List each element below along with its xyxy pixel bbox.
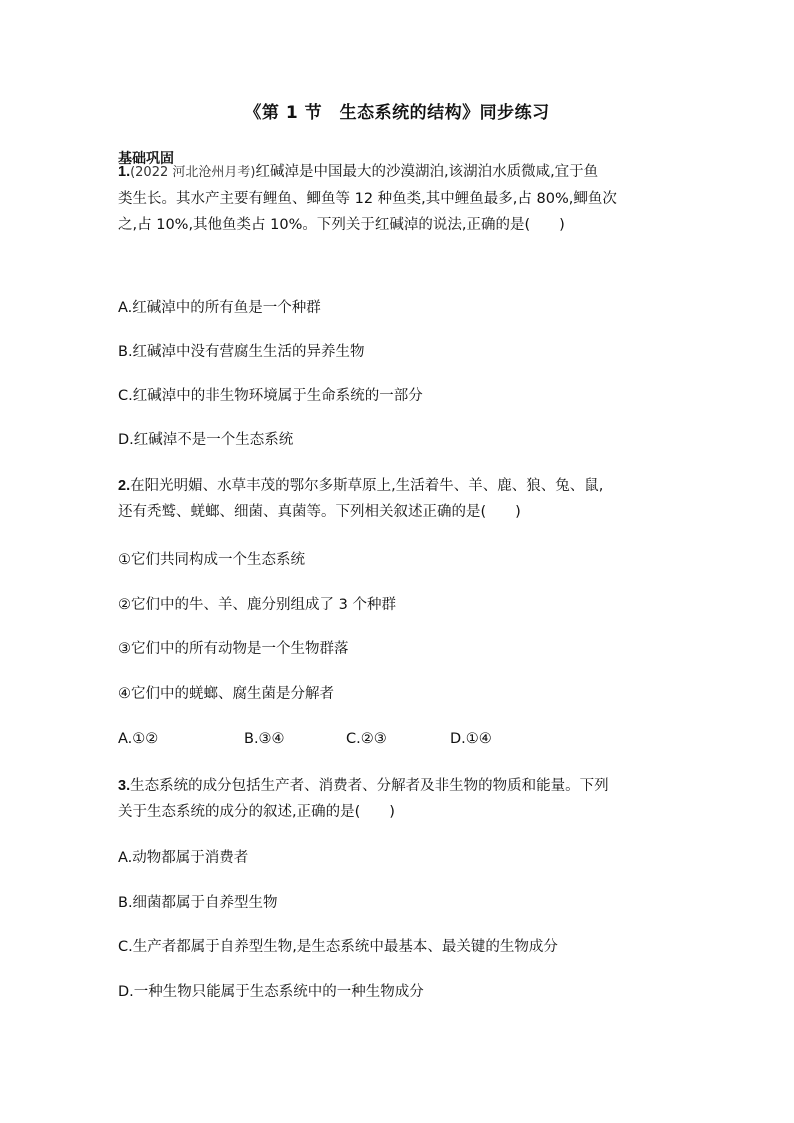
q2-option-d: D.①④ bbox=[450, 731, 492, 747]
q2-option-a: A.①② bbox=[118, 731, 159, 747]
page-title: 《第 1 节 生态系统的结构》同步练习 bbox=[244, 103, 550, 123]
q2-statement-1: ①它们共同构成一个生态系统 bbox=[118, 552, 305, 568]
question-2-line-1: 2.在阳光明媚、水草丰茂的鄂尔多斯草原上,生活着牛、羊、鹿、狼、兔、鼠, bbox=[118, 478, 604, 494]
q3-option-c: C.生产者都属于自养型生物,是生态系统中最基本、最关键的生物成分 bbox=[118, 939, 558, 955]
q1-option-d: D.红碱淖不是一个生态系统 bbox=[118, 432, 294, 448]
q2-statement-2: ②它们中的牛、羊、鹿分别组成了 3 个种群 bbox=[118, 597, 396, 613]
q1-option-b: B.红碱淖中没有营腐生生活的异养生物 bbox=[118, 344, 365, 360]
q3-option-a: A.动物都属于消费者 bbox=[118, 850, 249, 866]
question-1-line-1: 1.(2022 河北沧州月考)红碱淖是中国最大的沙漠湖泊,该湖泊水质微咸,宜于鱼 bbox=[118, 164, 599, 180]
question-number: 3. bbox=[118, 778, 131, 794]
question-1-line-3: 之,占 10%,其他鱼类占 10%。下列关于红碱淖的说法,正确的是( ) bbox=[118, 217, 565, 233]
section-heading: 基础巩固 bbox=[118, 151, 174, 167]
question-number: 1. bbox=[118, 164, 131, 180]
question-1 bbox=[118, 159, 688, 238]
q3-option-d: D.一种生物只能属于生态系统中的一种生物成分 bbox=[118, 984, 424, 1000]
question-3 bbox=[118, 773, 688, 825]
question-3-line-1: 3.生态系统的成分包括生产者、消费者、分解者及非生物的物质和能量。下列 bbox=[118, 778, 609, 794]
question-1-line-2: 类生长。其水产主要有鲤鱼、鲫鱼等 12 种鱼类,其中鲤鱼最多,占 80%,鲫鱼次 bbox=[118, 191, 617, 207]
q2-statement-3: ③它们中的所有动物是一个生物群落 bbox=[118, 641, 349, 657]
q1-option-a: A.红碱淖中的所有鱼是一个种群 bbox=[118, 300, 321, 316]
question-number: 2. bbox=[118, 478, 131, 494]
q3-option-b: B.细菌都属于自养型生物 bbox=[118, 895, 278, 911]
q1-option-c: C.红碱淖中的非生物环境属于生命系统的一部分 bbox=[118, 388, 423, 404]
question-3-line-2: 关于生态系统的成分的叙述,正确的是( ) bbox=[118, 804, 395, 820]
question-source: (2022 河北沧州月考) bbox=[130, 165, 256, 180]
q2-option-c: C.②③ bbox=[346, 731, 387, 747]
q2-statement-4: ④它们中的蜣螂、腐生菌是分解者 bbox=[118, 686, 334, 702]
question-2 bbox=[118, 473, 688, 525]
question-2-line-2: 还有秃鹫、蜣螂、细菌、真菌等。下列相关叙述正确的是( ) bbox=[118, 504, 521, 520]
q2-option-b: B.③④ bbox=[244, 731, 285, 747]
